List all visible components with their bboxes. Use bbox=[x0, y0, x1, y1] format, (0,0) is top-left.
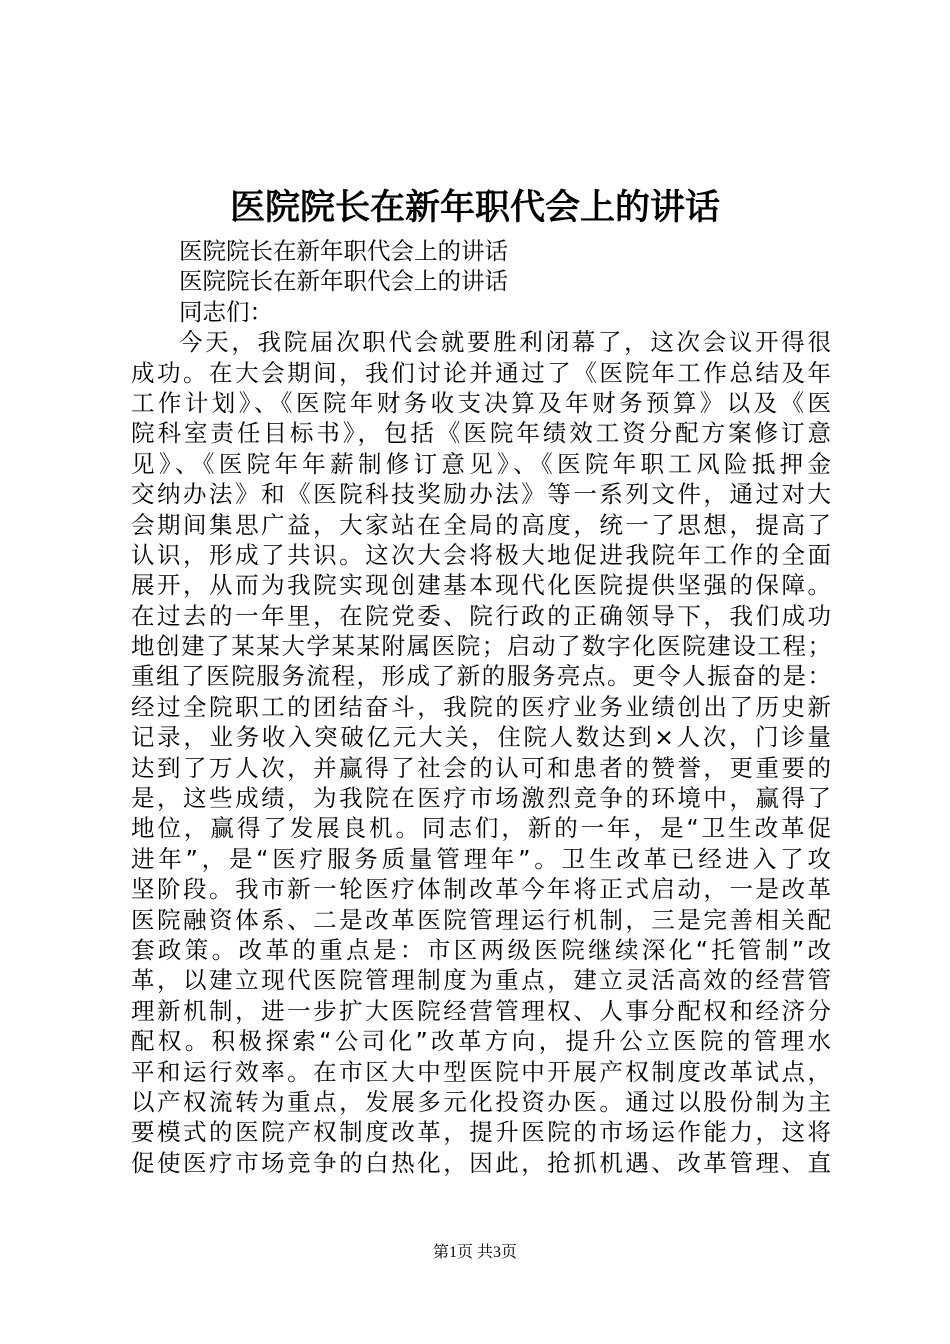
body-line: 套政策。改革的重点是：市区两级医院继续深化“托管制”改 bbox=[131, 935, 831, 964]
body-line-salutation: 同志们： bbox=[179, 297, 273, 326]
body-line: 会期间集思广益，大家站在全局的高度，统一了思想，提高了 bbox=[131, 510, 831, 539]
body-line: 配权。积极探索“公司化”改革方向，提升公立医院的管理水 bbox=[131, 1027, 831, 1056]
body-line: 要模式的医院产权制度改革，提升医院的市场运作能力，这将 bbox=[131, 1118, 831, 1147]
document-body bbox=[131, 236, 831, 1178]
body-line: 今天，我院届次职代会就要胜利闭幕了，这次会议开得很 bbox=[179, 328, 831, 357]
body-line: 在过去的一年里，在院党委、院行政的正确领导下，我们成功 bbox=[131, 601, 831, 630]
body-line: 地创建了某某大学某某附属医院；启动了数字化医院建设工程； bbox=[131, 632, 831, 661]
document-title: 医院院长在新年职代会上的讲话 bbox=[229, 187, 720, 228]
body-line: 理新机制，进一步扩大医院经营管理权、人事分配权和经济分 bbox=[131, 996, 831, 1025]
body-line: 以产权流转为重点，发展多元化投资办医。通过以股份制为主 bbox=[131, 1087, 831, 1116]
body-line: 交纳办法》和《医院科技奖励办法》等一系列文件，通过对大 bbox=[131, 480, 831, 509]
body-line: 院科室责任目标书》，包括《医院年绩效工资分配方案修订意 bbox=[131, 419, 831, 448]
body-line: 工作计划》、《医院年财务收支决算及年财务预算》以及《医 bbox=[131, 388, 831, 417]
page-footer: 第1页 共3页 bbox=[432, 1244, 517, 1261]
body-line-subtitle-2: 医院院长在新年职代会上的讲话 bbox=[179, 267, 508, 296]
body-line: 进年”，是“医疗服务质量管理年”。卫生改革已经进入了攻 bbox=[131, 844, 831, 873]
body-line: 见》、《医院年年薪制修订意见》、《医院年职工风险抵押金 bbox=[131, 449, 831, 478]
body-line-subtitle-1: 医院院长在新年职代会上的讲话 bbox=[179, 237, 508, 265]
body-line: 记录，业务收入突破亿元大关，住院人数达到×人次，门诊量 bbox=[131, 723, 831, 752]
body-line: 是，这些成绩，为我院在医疗市场激烈竞争的环境中，赢得了 bbox=[131, 784, 831, 813]
body-line: 医院融资体系、二是改革医院管理运行机制，三是完善相关配 bbox=[131, 905, 831, 934]
body-line: 展开，从而为我院实现创建基本现代化医院提供坚强的保障。 bbox=[131, 571, 831, 600]
body-line: 坚阶段。我市新一轮医疗体制改革今年将正式启动，一是改革 bbox=[131, 875, 831, 904]
body-line: 经过全院职工的团结奋斗，我院的医疗业务业绩创出了历史新 bbox=[131, 692, 831, 721]
body-line: 成功。在大会期间，我们讨论并通过了《医院年工作总结及年 bbox=[131, 358, 831, 387]
body-line: 认识，形成了共识。这次大会将极大地促进我院年工作的全面 bbox=[131, 540, 831, 569]
body-line: 重组了医院服务流程，形成了新的服务亮点。更令人振奋的是： bbox=[131, 662, 831, 691]
body-line: 达到了万人次，并赢得了社会的认可和患者的赞誉，更重要的 bbox=[131, 753, 831, 782]
body-line: 促使医疗市场竞争的白热化，因此，抢抓机遇、改革管理、直 bbox=[131, 1148, 831, 1177]
body-line: 革，以建立现代医院管理制度为重点，建立灵活高效的经营管 bbox=[131, 966, 831, 995]
body-line: 平和运行效率。在市区大中型医院中开展产权制度改革试点， bbox=[131, 1057, 831, 1086]
body-line: 地位，赢得了发展良机。同志们，新的一年，是“卫生改革促 bbox=[131, 814, 831, 843]
